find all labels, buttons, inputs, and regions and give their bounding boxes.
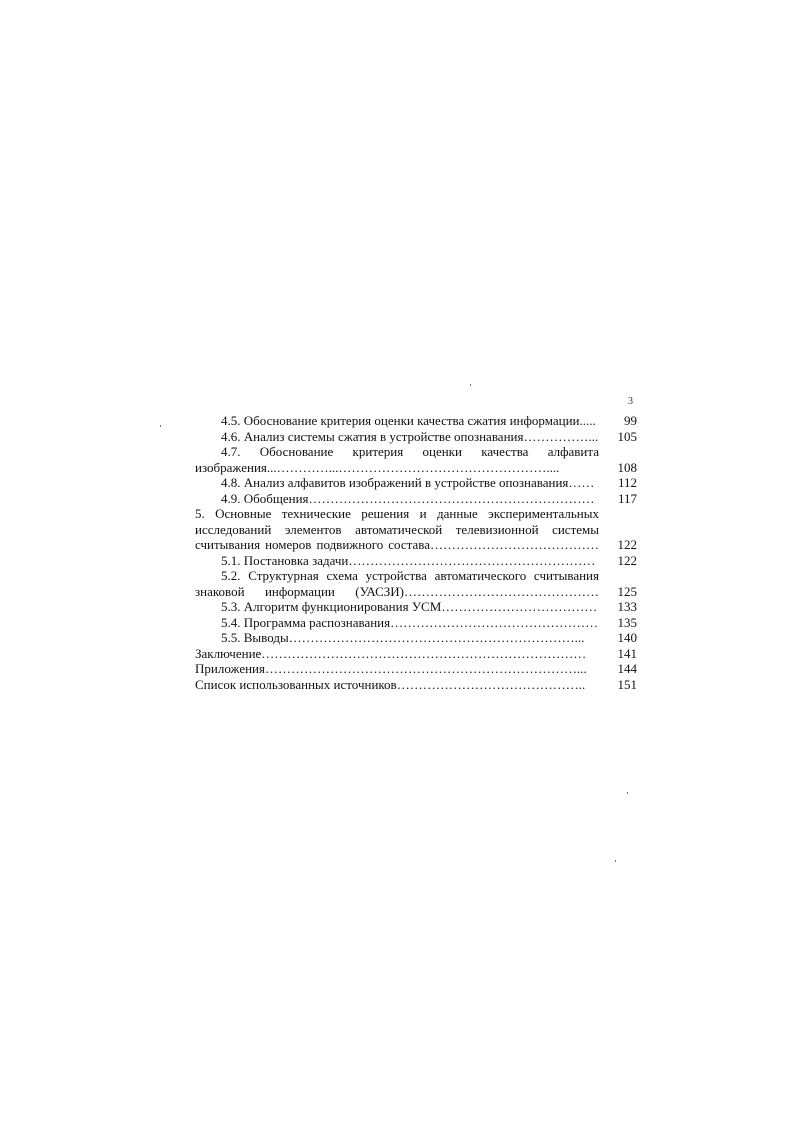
toc-entry-text-line: 4.7. Обоснование критерия оценки качества алфавита xyxy=(221,444,599,459)
toc-entry-text-line: 5.2. Структурная схема устройства автоматического считывания xyxy=(221,568,599,583)
toc-entry-4-6 xyxy=(195,429,637,445)
toc-entry-text-line: знаковой информации (УАСЗИ)……………………………………… xyxy=(195,583,599,599)
table-of-contents xyxy=(195,413,637,692)
page-number: 3 xyxy=(628,396,633,407)
toc-entry-5-3 xyxy=(195,599,637,615)
toc-entry-appendices xyxy=(195,661,637,677)
toc-entry-page: 122 xyxy=(617,552,637,568)
scan-speck xyxy=(615,860,616,862)
toc-entry-page: 144 xyxy=(617,661,637,676)
toc-entry-text: 4.5. Обоснование критерия оценки качества сжатия информации..... xyxy=(221,413,596,428)
toc-entry-page: 135 xyxy=(617,614,637,630)
toc-entry-text: 5.5. Выводы…………………………………………………………... xyxy=(221,630,585,645)
toc-entry-page: 141 xyxy=(617,645,637,661)
toc-entry-5-5 xyxy=(195,630,637,646)
toc-entry-4-5 xyxy=(195,413,637,429)
toc-entry-page: 125 xyxy=(617,583,637,599)
toc-entry-text-line: считывания номеров подвижного состава………………………………… xyxy=(195,537,599,552)
toc-entry-page: 108 xyxy=(617,459,637,475)
scan-speck xyxy=(470,384,471,386)
toc-entry-text-line: изображения...…………...………………………………………….... xyxy=(195,459,560,475)
toc-entry-page: 117 xyxy=(617,490,637,506)
toc-entry-text: 5.4. Программа распознавания………………………………………… xyxy=(221,614,599,630)
toc-entry-text: 4.9. Обобщения………………………………………………………… xyxy=(221,490,595,506)
toc-entry-4-8 xyxy=(195,475,637,491)
toc-entry-text: Приложения………………………………………………………………... xyxy=(195,661,587,676)
toc-entry-conclusion xyxy=(195,646,637,662)
scan-speck xyxy=(160,425,161,427)
toc-entry-text: 4.8. Анализ алфавитов изображений в устройстве опознавания…… xyxy=(221,475,595,490)
toc-entry-text-line: 5. Основные технические решения и данные экспериментальных xyxy=(195,506,599,521)
toc-entry-5-4 xyxy=(195,615,637,631)
toc-entry-5-2 xyxy=(195,568,637,599)
toc-entry-text: Заключение………………………………………………………………… xyxy=(195,645,587,661)
toc-entry-text: 4.6. Анализ системы сжатия в устройстве опознавания……………... xyxy=(221,428,599,444)
toc-entry-page: 122 xyxy=(617,537,637,552)
toc-entry-page: 112 xyxy=(617,475,637,490)
toc-entry-text: 5.1. Постановка задачи………………………………………………… xyxy=(221,552,596,568)
toc-entry-4-9 xyxy=(195,491,637,507)
toc-entry-page: 140 xyxy=(617,630,637,645)
toc-entry-4-7 xyxy=(195,444,637,475)
toc-entry-5-1 xyxy=(195,553,637,569)
toc-entry-references xyxy=(195,677,637,693)
toc-entry-page: 105 xyxy=(617,428,637,444)
toc-entry-text-line: исследований элементов автоматической телевизионной системы xyxy=(195,521,599,537)
toc-entry-page: 99 xyxy=(624,413,637,428)
toc-entry-page: 133 xyxy=(617,599,637,614)
toc-entry-text: Список использованных источников…………………………………….. xyxy=(195,676,586,692)
scan-speck xyxy=(627,792,628,794)
toc-entry-5 xyxy=(195,506,637,553)
toc-entry-text: 5.3. Алгоритм функционирования УСМ……………………………… xyxy=(221,599,598,614)
toc-entry-page: 151 xyxy=(617,676,637,692)
